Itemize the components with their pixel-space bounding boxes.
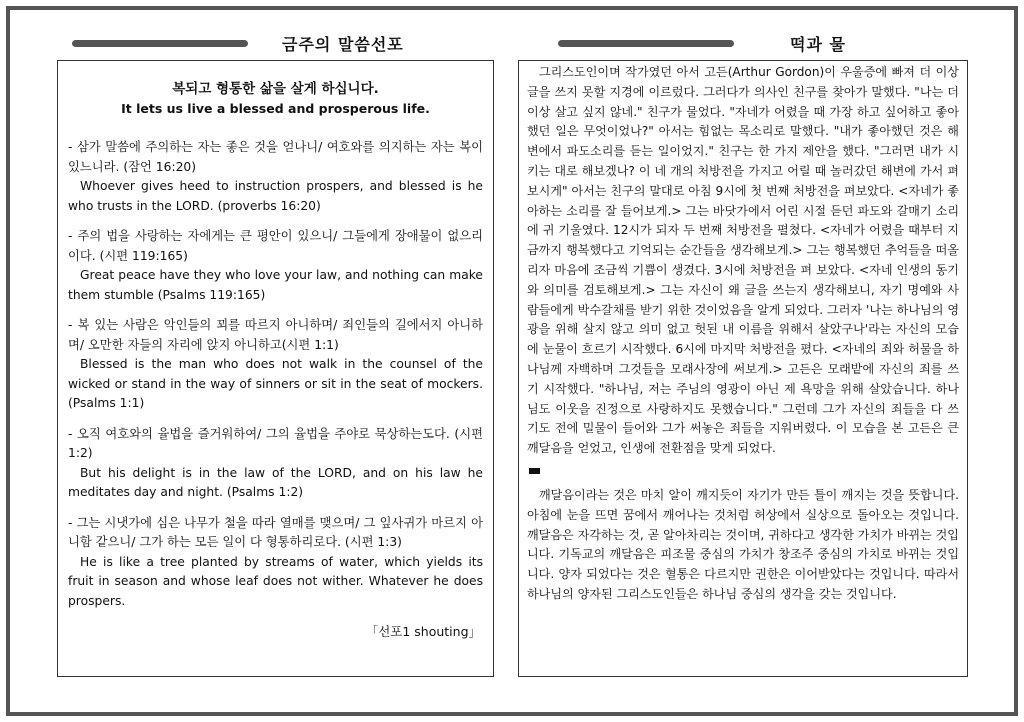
verse-block bbox=[68, 425, 483, 503]
verse-english: Great peace have they who love your law, and nothing can make them stumble (Psalms 119:165) bbox=[68, 268, 483, 302]
verse-korean: - 오직 여호와의 율법을 즐거워하여/ 그의 율법을 주야로 묵상하는도다. (시편 1:2) bbox=[68, 426, 483, 460]
right-header bbox=[558, 30, 978, 56]
essay-paragraph: 깨달음이라는 것은 마치 알이 깨지듯이 자기가 만든 틀이 깨지는 것을 뜻합니다. 아침에 눈을 뜨면 꿈에서 깨어나는 것처럼 허상에서 실상으로 돌아오는 것입니다. 깨달음은 자각하는 것, 곧 알아차리는 것이며, 귀하다고 생각한 가치가 바뀌는 것입니다. 기독교의 깨달음은 피조물 중심의 가치가 창조주 중심의 가치로 바뀌는 것입니다. 양자 되었다는 것은 혈통은 다르지만 권한은 이어받았다는 것입니다. 따라서 하나님의 양자된 그리스도인들은 하나님 중심의 생각을 갖는 것입니다. bbox=[527, 487, 959, 601]
verse-english: He is like a tree planted by streams of water, which yields its fruit in season and whose leaf does not wither. Whatever he does prospers. bbox=[68, 554, 483, 608]
verse-block bbox=[68, 514, 483, 612]
verse-block bbox=[68, 227, 483, 305]
verse-english: Whoever gives heed to instruction prospers, and blessed is he who trusts in the LORD. (proverbs 16:20) bbox=[68, 179, 483, 213]
sermon-title-english: It lets us live a blessed and prosperous life. bbox=[121, 101, 430, 116]
essay-paragraph: 그리스도인이며 작가였던 아서 고든(Arthur Gordon)이 우울증에 빠져 더 이상 글을 쓰지 못할 지경에 이르렀다. 그러다가 의사인 친구를 찾아가 말했다. "나는 더 이상 살고 싶지 않네." 친구가 물었다. "자네가 어렸을 때 가장 하고 싶어하고 좋아했던 일은 무엇이었나?" 아서는 힘없는 목소리로 말했다. "내가 좋아했던 것은 해변에서 파도소리를 듣는 일이었지." 친구는 한 가지 제안을 했다. "그러면 내가 시키는 대로 해보겠나? 이 네 개의 처방전을 가지고 어릴 때 놀러갔던 해변에 가서 펴보시게" 아서는 친구의 말대로 아침 9시에 첫 번째 처방전을 펴보았다. <자네가 좋아하는 소리를 잘 들어보게.> 그는 바닷가에서 어린 시절 듣던 파도와 갈매기 소리에 귀 기울였다. 12시가 되자 두 번째 처방전을 펼쳤다. <자네가 어렸을 때부터 지금까지 행복했다고 기억되는 순간들을 생각해보게.> 그는 행복했던 추억들을 떠올리자 마음에 조금씩 기쁨이 생겼다. 3시에 처방전을 펴 보았다. <자네 인생의 동기와 의미를 검토해보게.> 그는 자신이 왜 글을 쓰는지 생각해보니, 자기 명예와 사람들에게 박수갈채를 받기 위한 것이었음을 알게 되었다. 그러자 '나는 하나님의 영광을 위해 살지 않고 의미 없고 헛된 내 이름을 위해서 살았구나'라는 자신의 모습에 눈물이 흐르기 시작했다. 6시에 마지막 처방전을 폈다. <자네의 죄와 허물을 하나님께 자백하며 그것들을 모래사장에 써보게.> 고든은 모래밭에 자신의 죄를 쓰기 시작했다. "하나님, 저는 주님의 영광이 아닌 제 욕망을 위해 살았습니다. 하나님도 이웃을 진정으로 사랑하지도 못했습니다." 그런데 그가 자신의 죄들을 다 쓰기도 전에 밀물이 들어와 그가 써놓은 죄들을 지워버렸다. 이 모습을 본 고든은 큰 깨달음을 얻었고, 인생에 전환점을 맞게 되었다. bbox=[527, 65, 959, 456]
verse-english: Blessed is the man who does not walk in the counsel of the wicked or stand in the way of sinners or sit in the seat of mockers. (Psalms 1:1) bbox=[68, 357, 483, 410]
verse-korean: - 그는 시냇가에 심은 나무가 철을 따라 열매를 맺으며/ 그 잎사귀가 마르지 아니함 같으니/ 그가 하는 모든 일이 다 형통하리로다. (시편 1:3) bbox=[68, 515, 483, 549]
verse-english: But his delight is in the law of the LORD, and on his law he meditates day and night. (Psalms 1:2) bbox=[68, 465, 483, 499]
section-divider-mark bbox=[529, 468, 540, 474]
verse-block bbox=[68, 316, 483, 414]
sermon-signature: 「선포1 shouting」 bbox=[365, 624, 481, 639]
left-header bbox=[72, 30, 492, 56]
sermon-title-korean: 복되고 형통한 삶을 살게 하십니다. bbox=[172, 81, 379, 97]
left-header-bar bbox=[72, 40, 248, 47]
right-header-title: 떡과 물 bbox=[790, 34, 846, 54]
essay-box bbox=[518, 60, 968, 677]
left-header-title: 금주의 말씀선포 bbox=[282, 34, 404, 54]
verse-korean: - 복 있는 사람은 악인들의 꾀를 따르지 아니하며/ 죄인들의 길에서지 아니하며/ 오만한 자들의 자리에 앉지 아니하고(시편 1:1) bbox=[68, 318, 483, 352]
right-header-bar bbox=[558, 40, 734, 47]
sermon-box bbox=[57, 60, 494, 677]
verse-korean: - 주의 법을 사랑하는 자에게는 큰 평안이 있으니/ 그들에게 장애물이 없으리이다. (시편 119:165) bbox=[68, 229, 483, 263]
verse-block bbox=[68, 138, 483, 216]
verse-korean: - 삼가 말씀에 주의하는 자는 좋은 것을 얻나니/ 여호와를 의지하는 자는 복이 있느니라. (잠언 16:20) bbox=[68, 140, 483, 174]
